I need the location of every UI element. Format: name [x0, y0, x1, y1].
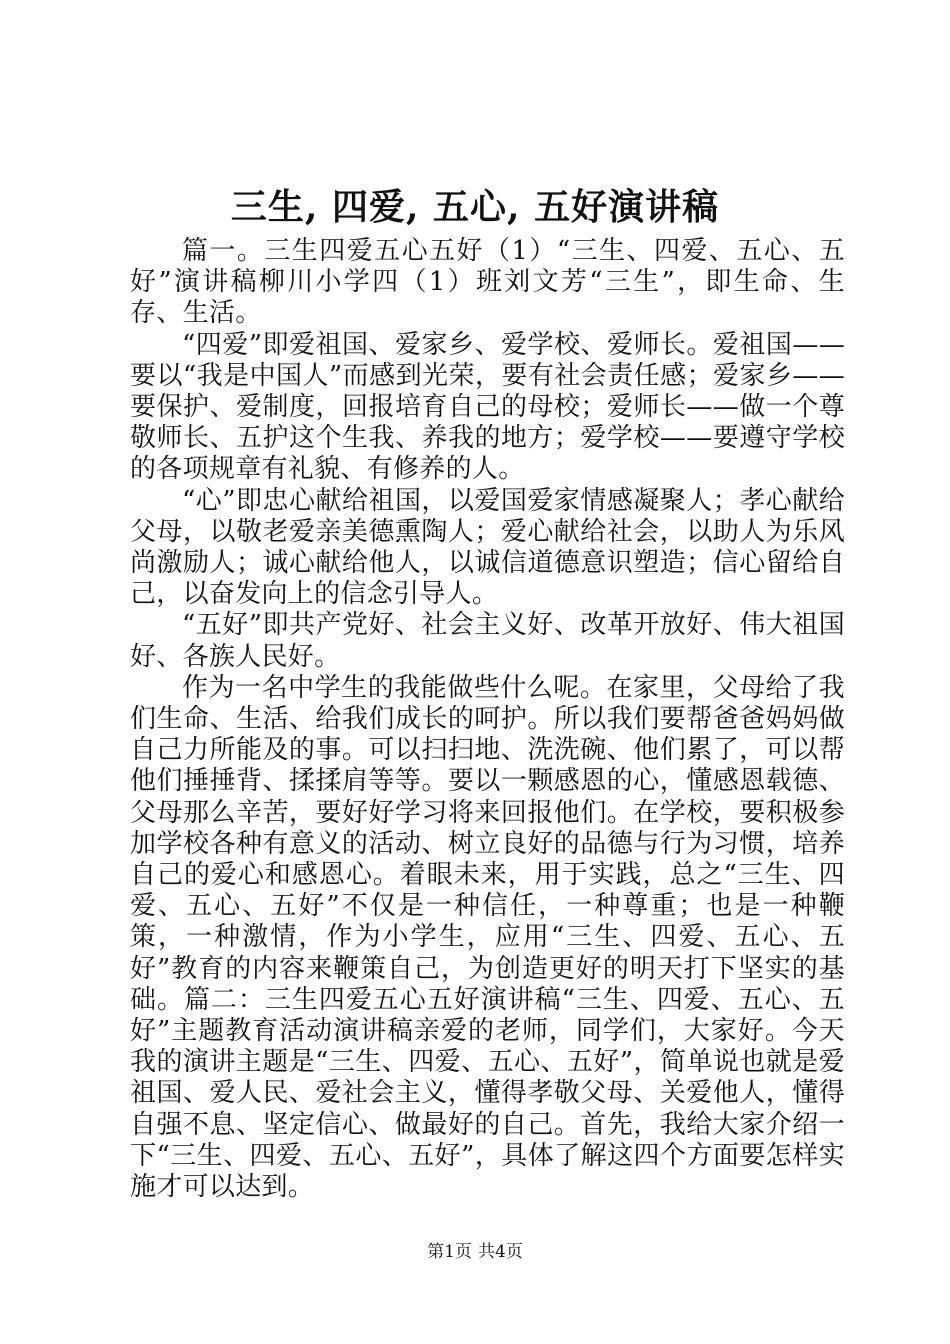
paragraph-2: “四爱”即爱祖国、爱家乡、爱学校、爱师长。爱祖国——要以“我是中国人”而感到光荣，要有社会责任感；爱家乡——要保护、爱制度，回报培育自己的母校；爱师长——做一个尊敬师长、五护这个生我、养我的地方；爱学校——要遵守学校的各项规章有礼貌、有修养的人。	[130, 329, 845, 485]
paragraph-4: “五好”即共产党好、社会主义好、改革开放好、伟大祖国好、各族人民好。	[130, 610, 845, 672]
page-total: 共4页	[478, 1242, 523, 1262]
page-footer	[0, 1241, 950, 1263]
paragraph-5: 作为一名中学生的我能做些什么呢。在家里，父母给了我们生命、生活、给我们成长的呵护。所以我们要帮爸爸妈妈做自己力所能及的事。可以扫扫地、洗洗碗、他们累了，可以帮他们捶捶背、揉揉肩等等。要以一颗感恩的心，懂感恩载德、父母那么辛苦，要好好学习将来回报他们。在学校，要积极参加学校各种有意义的活动、树立良好的品德与行为习惯，培养自己的爱心和感恩心。着眼未来，用于实践，总之“三生、四爱、五心、五好”不仅是一种信任，一种尊重；也是一种鞭策，一种激情，作为小学生，应用“三生、四爱、五心、五好”教育的内容来鞭策自己，为创造更好的明天打下坚实的基础。篇二：三生四爱五心五好演讲稿“三生、四爱、五心、五好”主题教育活动演讲稿亲爱的老师，同学们，大家好。今天我的演讲主题是“三生、四爱、五心、五好”，简单说也就是爱祖国、爱人民、爱社会主义，懂得孝敬父母、关爱他人，懂得自强不息、坚定信心、做最好的自己。首先，我给大家介绍一下“三生、四爱、五心、五好”，具体了解这四个方面要怎样实施才可以达到。	[130, 672, 845, 1203]
paragraph-1: 篇一。三生四爱五心五好（1）“三生、四爱、五心、五好”演讲稿柳川小学四（1）班刘文芳“三生”，即生命、生存、生活。	[130, 236, 845, 329]
page-number: 第1页	[427, 1242, 472, 1262]
document-title: 三生, 四爱, 五心, 五好演讲稿	[230, 186, 720, 228]
paragraph-3: “心”即忠心献给祖国，以爱国爱家情感凝聚人；孝心献给父母，以敬老爱亲美德熏陶人；爱心献给社会，以助人为乐风尚激励人；诚心献给他人，以诚信道德意识塑造；信心留给自己，以奋发向上的信念引导人。	[130, 485, 845, 610]
document-body	[130, 236, 845, 1203]
